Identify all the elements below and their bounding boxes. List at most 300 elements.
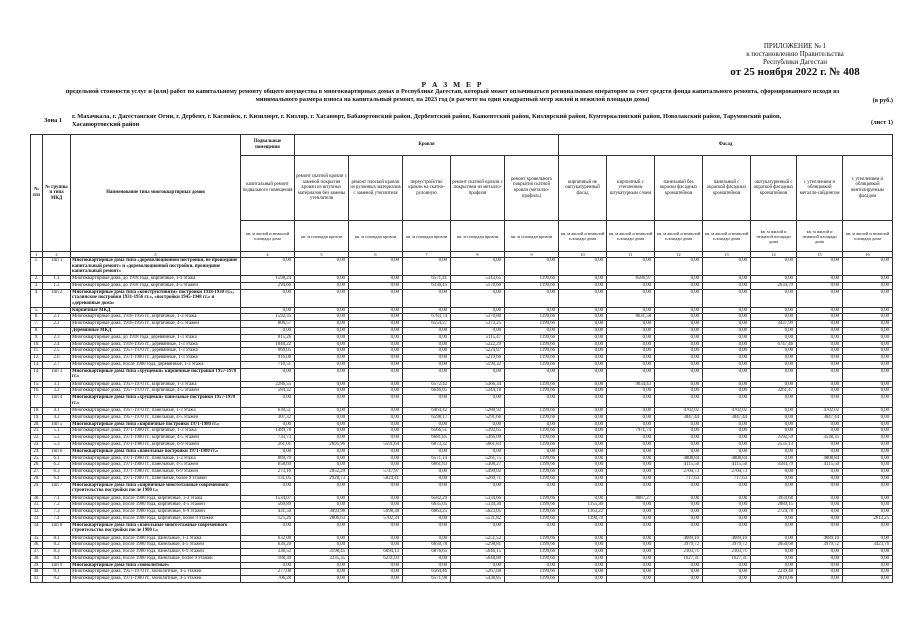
- row-number: 28.: [31, 475, 43, 482]
- row-value: 0,00: [349, 361, 403, 368]
- row-value: 0,00: [241, 482, 295, 495]
- table-row: [31, 355, 893, 362]
- row-value: 0,00: [241, 307, 295, 314]
- row-group: 3.1: [43, 381, 71, 388]
- row-value: 0,00: [607, 549, 655, 556]
- row-value: 0,00: [403, 421, 451, 428]
- row-value: 0,00: [295, 282, 349, 289]
- row-value: 1199,66: [505, 462, 559, 469]
- row-name: Многоквартирные дома, 1971-1980 гг., панельные, более 9 этажей: [71, 475, 241, 482]
- row-value: 0,00: [703, 421, 751, 428]
- row-value: 0,00: [751, 258, 797, 276]
- row-name: Многоквартирные дома, 1971-1980 гг., монолитные, 4-5 этажей: [71, 576, 241, 583]
- row-value: 0,00: [797, 448, 843, 455]
- row-group: 1.2: [43, 282, 71, 289]
- header-subcolumn: кирпичный не оштукатуренный фасад: [559, 156, 607, 221]
- row-value: 1199,66: [505, 535, 559, 542]
- row-name: Многоквартирные дома, 1918-1956 гг., кирпичные, 1-3 этажа: [71, 314, 241, 321]
- row-group: 2.7: [43, 361, 71, 368]
- row-value: 0,00: [703, 441, 751, 448]
- row-value: 0,00: [797, 515, 843, 522]
- row-value: 0,00: [295, 455, 349, 462]
- document-title: Р А З М Е Р: [421, 80, 484, 89]
- row-value: 0,00: [403, 334, 451, 341]
- row-value: 0,00: [607, 258, 655, 276]
- row-value: 0,00: [349, 289, 403, 307]
- header-unit: кв. м площади кровли: [403, 221, 451, 252]
- row-value: 6571,41: [403, 276, 451, 283]
- header-group: № группы и типа МКД: [43, 135, 71, 252]
- row-group: 4.2: [43, 414, 71, 421]
- row-value: 0,00: [559, 495, 607, 502]
- row-value: 0,00: [607, 341, 655, 348]
- row-value: 6231,03: [349, 555, 403, 562]
- row-value: 0,00: [505, 562, 559, 569]
- zone-label: Зона 1: [44, 117, 62, 124]
- row-value: 1199,66: [505, 495, 559, 502]
- row-name: Многоквартирные дома типа «монолитные»: [71, 562, 241, 569]
- row-value: 4808,84: [655, 455, 703, 462]
- row-value: 5280,92: [451, 407, 505, 414]
- row-value: 1627,31: [703, 555, 751, 562]
- row-value: 0,00: [559, 441, 607, 448]
- table-row: [31, 341, 893, 348]
- row-value: 916,08: [241, 355, 295, 362]
- row-value: 0,00: [607, 462, 655, 469]
- row-value: 0,00: [349, 421, 403, 428]
- header-unit: кв. м жилой и нежилой площади дома: [703, 221, 751, 252]
- row-value: 0,00: [295, 542, 349, 549]
- row-value: 1199,66: [505, 549, 559, 556]
- row-value: 0,00: [349, 428, 403, 435]
- row-value: 0,00: [797, 334, 843, 341]
- row-name: Кирпичные МКД: [71, 307, 241, 314]
- row-value: 3959,68: [751, 495, 797, 502]
- row-value: 889,79: [241, 455, 295, 462]
- header-subcolumn: капитальный ремонт подвального помещения: [241, 156, 295, 221]
- row-value: 2239,48: [751, 569, 797, 576]
- header-unit: кв. м площади кровли: [505, 221, 559, 252]
- row-value: 4808,84: [703, 455, 751, 462]
- row-value: 0,00: [655, 355, 703, 362]
- row-value: 0,00: [295, 502, 349, 509]
- row-value: 3261,47: [751, 388, 797, 395]
- row-value: 0,00: [797, 341, 843, 348]
- row-name: Многоквартирные дома типа «кирпичные постройки 1971-1980 гг.»: [71, 421, 241, 428]
- row-value: 0,00: [703, 341, 751, 348]
- row-value: 0,00: [655, 502, 703, 509]
- row-value: 0,00: [349, 455, 403, 462]
- header-subcolumn: с утеплением и облицовкой металло-сайдингом: [797, 156, 843, 221]
- row-value: 1199,66: [505, 576, 559, 583]
- row-value: 2819,06: [751, 576, 797, 583]
- row-group: 5.3: [43, 441, 71, 448]
- row-value: 125,26: [241, 515, 295, 522]
- row-value: 0,00: [295, 421, 349, 428]
- row-value: 0,00: [843, 258, 893, 276]
- row-number: 18.: [31, 407, 43, 414]
- row-number: 25.: [31, 455, 43, 462]
- row-number: 34.: [31, 522, 43, 535]
- row-name: Многоквартирные дома, 1957-1970 гг., монолитные, 4-5 этажей: [71, 569, 241, 576]
- row-number: 31.: [31, 502, 43, 509]
- row-value: 0,00: [703, 515, 751, 522]
- row-value: 0,00: [559, 482, 607, 495]
- row-value: 0,00: [655, 515, 703, 522]
- row-value: 0,00: [751, 276, 797, 283]
- row-value: 188,30: [241, 555, 295, 562]
- row-value: 0,00: [241, 327, 295, 334]
- row-value: 1199,66: [505, 509, 559, 516]
- row-number: 35.: [31, 535, 43, 542]
- row-value: 0,00: [349, 482, 403, 495]
- row-name: Деревянные МКД: [71, 327, 241, 334]
- row-value: 0,00: [843, 289, 893, 307]
- row-value: 0,00: [703, 509, 751, 516]
- row-value: 5366,09: [451, 435, 505, 442]
- row-value: 0,00: [607, 348, 655, 355]
- header-column-number: 8: [451, 252, 505, 258]
- header-subcolumn: панельный без окраски фасадных кронштейнов: [655, 156, 703, 221]
- row-value: 0,00: [607, 562, 655, 569]
- row-value: 0,00: [349, 448, 403, 455]
- row-value: 0,00: [843, 395, 893, 408]
- table-row: [31, 475, 893, 482]
- header-subcolumn: с утеплением и облицовкой вентилируемым фасадом: [843, 156, 893, 221]
- row-value: 3847,44: [655, 414, 703, 421]
- row-name: Многоквартирные дома типа «дореволюционной постройки, не прошедшие капитальный ремонт» и «дореволюционной постройки, прошедшие капитальный ремонт»: [71, 258, 241, 276]
- appendix-block: [695, 42, 895, 79]
- row-value: 0,00: [797, 258, 843, 276]
- row-value: 630,51: [241, 407, 295, 414]
- row-value: 0,00: [349, 495, 403, 502]
- row-value: 0,00: [751, 455, 797, 462]
- row-value: 0,00: [797, 289, 843, 307]
- row-value: 0,00: [505, 522, 559, 535]
- row-value: 2806,63: [295, 515, 349, 522]
- row-value: 0,00: [607, 368, 655, 381]
- row-number: 29.: [31, 482, 43, 495]
- row-value: 0,00: [559, 414, 607, 421]
- row-value: 0,00: [349, 576, 403, 583]
- row-value: 1199,66: [505, 321, 559, 328]
- row-group: Тип 9: [43, 562, 71, 569]
- header-foundation: Подвальные помещения: [241, 135, 295, 156]
- row-value: 3979,72: [655, 542, 703, 549]
- row-value: 0,00: [349, 258, 403, 276]
- row-value: 0,00: [843, 321, 893, 328]
- row-value: 6863,25: [403, 509, 451, 516]
- row-value: 3979,72: [797, 542, 843, 549]
- row-value: 5623,05: [451, 509, 505, 516]
- row-value: 1840,22: [241, 341, 295, 348]
- row-name: Многоквартирные дома, 1971-1980 гг., кирпичные, 1-3 этажа: [71, 428, 241, 435]
- row-value: 0,00: [655, 258, 703, 276]
- row-value: 0,00: [349, 276, 403, 283]
- row-number: 36.: [31, 542, 43, 549]
- row-value: 8087,27: [607, 495, 655, 502]
- row-value: 0,00: [751, 522, 797, 535]
- appendix-line-2: к постановлению Правительства: [746, 50, 844, 58]
- row-value: 273,16: [241, 469, 295, 476]
- row-value: 5298,81: [451, 542, 505, 549]
- row-value: 0,00: [559, 542, 607, 549]
- row-value: 0,00: [655, 341, 703, 348]
- row-value: 0,00: [295, 327, 349, 334]
- row-value: 0,00: [451, 421, 505, 428]
- row-group: 6.2: [43, 462, 71, 469]
- row-number: 41.: [31, 576, 43, 583]
- row-value: 1199,66: [505, 341, 559, 348]
- row-value: 6747,46: [751, 341, 797, 348]
- row-value: 336,52: [241, 549, 295, 556]
- row-value: 2634,79: [751, 282, 797, 289]
- row-name: Многоквартирные дома, после 1980 года, панельные, 4-5 этажей: [71, 542, 241, 549]
- row-value: 0,00: [703, 495, 751, 502]
- row-value: 0,00: [607, 388, 655, 395]
- row-value: 0,00: [451, 289, 505, 307]
- row-group: 9.1: [43, 569, 71, 576]
- table-row: [31, 289, 893, 307]
- row-name: Многоквартирные дома типа «хрущевки» панельные постройки 1957-1970 гг.»: [71, 395, 241, 408]
- row-value: 5591,64: [349, 441, 403, 448]
- cost-table: [30, 134, 893, 583]
- row-value: 0,00: [655, 576, 703, 583]
- row-group: 5.1: [43, 428, 71, 435]
- row-value: 0,00: [349, 355, 403, 362]
- row-name: Многоквартирные дома, 1971-1980 гг., панельные, 4-5 этажей: [71, 462, 241, 469]
- row-value: 658,69: [241, 462, 295, 469]
- row-value: 5219,66: [451, 355, 505, 362]
- row-value: 0,00: [295, 569, 349, 576]
- row-value: 0,00: [843, 509, 893, 516]
- row-value: 0,00: [559, 555, 607, 562]
- row-value: 0,00: [655, 282, 703, 289]
- row-value: 6572,42: [403, 381, 451, 388]
- row-value: 5392,65: [451, 428, 505, 435]
- header-column-number: 7: [403, 252, 451, 258]
- row-number: 2.: [31, 276, 43, 283]
- row-value: 0,00: [403, 482, 451, 495]
- row-number: 23.: [31, 441, 43, 448]
- row-value: 7971,74: [607, 428, 655, 435]
- row-value: 0,00: [451, 395, 505, 408]
- row-value: 0,00: [349, 341, 403, 348]
- row-value: 0,00: [349, 334, 403, 341]
- row-value: 0,00: [403, 535, 451, 542]
- row-name: Многоквартирные дома, после 1980 года, кирпичные, 1-3 этажа: [71, 495, 241, 502]
- row-value: 0,00: [843, 569, 893, 576]
- row-value: 6661,83: [403, 462, 451, 469]
- row-value: 0,00: [843, 482, 893, 495]
- header-unit: кв. м площади кровли: [295, 221, 349, 252]
- row-value: 1199,66: [505, 276, 559, 283]
- row-name: Многоквартирные дома, после 1980 года, деревянные, 1-3 этажа: [71, 361, 241, 368]
- row-name: Многоквартирные дома, после 1980 года, панельные, 6-9 этажей: [71, 549, 241, 556]
- row-value: 3437,99: [751, 321, 797, 328]
- row-value: 0,00: [655, 421, 703, 428]
- header-column-number: 4: [241, 252, 295, 258]
- row-value: 0,00: [559, 475, 607, 482]
- row-value: 0,00: [751, 395, 797, 408]
- row-value: 0,00: [559, 395, 607, 408]
- row-number: 4.: [31, 289, 43, 307]
- row-value: 0,00: [703, 307, 751, 314]
- table-row: [31, 435, 893, 442]
- row-value: 3423,76: [843, 542, 893, 549]
- row-value: 5251,52: [451, 535, 505, 542]
- header-unit: кв. м жилой и нежилой площади дома: [241, 221, 295, 252]
- row-value: 584,32: [241, 388, 295, 395]
- row-value: 0,00: [843, 455, 893, 462]
- row-group: 5.2: [43, 435, 71, 442]
- row-value: 6582,29: [403, 495, 451, 502]
- row-value: 0,00: [655, 368, 703, 381]
- row-value: 4702,02: [797, 407, 843, 414]
- row-value: 0,00: [751, 381, 797, 388]
- row-value: 0,00: [655, 327, 703, 334]
- table-row: [31, 414, 893, 421]
- row-value: 0,00: [751, 307, 797, 314]
- row-group: 2.5: [43, 348, 71, 355]
- document-subtitle: предельной стоимости услуг и (или) работ по капитальному ремонту общего имущества в многоквартирных домах в Республике Дагестан, который может оплачиваться региональным оператором за счет средств фонда капитального ремонта, сформированного исходя из минимального размера взноса на капитальный ремонт, на 2023 год (в расчете на один квадратный метр жилой и нежилой площади дома): [65, 88, 840, 103]
- row-value: 2535,13: [751, 441, 797, 448]
- row-value: 5261,75: [451, 455, 505, 462]
- row-value: 0,00: [751, 407, 797, 414]
- row-value: 0,00: [655, 289, 703, 307]
- row-value: 0,00: [403, 522, 451, 535]
- row-value: 0,00: [703, 502, 751, 509]
- row-value: 5824,41: [349, 475, 403, 482]
- row-value: 1163,22: [559, 509, 607, 516]
- row-value: 0,00: [843, 276, 893, 283]
- row-value: 0,00: [559, 388, 607, 395]
- row-value: 0,00: [295, 522, 349, 535]
- row-value: 0,00: [349, 348, 403, 355]
- table-row: [31, 361, 893, 368]
- row-value: 1627,31: [655, 555, 703, 562]
- row-value: 969,05: [241, 348, 295, 355]
- row-name: Многоквартирные дома, 1918-1956 гг., деревянные, 1-3 этажа: [71, 341, 241, 348]
- row-number: 30.: [31, 495, 43, 502]
- row-value: 2850,68: [751, 542, 797, 549]
- header-subcolumn: ремонт кровельного покрытия скатной кровли (металло-профиль): [505, 156, 559, 221]
- row-value: 4689,10: [797, 535, 843, 542]
- row-value: 0,00: [295, 395, 349, 408]
- row-number: 8.: [31, 327, 43, 334]
- table-row: [31, 569, 893, 576]
- table-row: [31, 428, 893, 435]
- row-value: 0,00: [607, 282, 655, 289]
- row-value: 0,00: [403, 307, 451, 314]
- row-value: 4689,10: [655, 535, 703, 542]
- row-value: 0,00: [505, 448, 559, 455]
- row-group: Тип 3: [43, 368, 71, 381]
- row-value: 0,00: [655, 361, 703, 368]
- table-row: [31, 395, 893, 408]
- row-value: 0,00: [295, 314, 349, 321]
- row-number: 24.: [31, 448, 43, 455]
- row-group: 8.3: [43, 549, 71, 556]
- row-number: 15.: [31, 381, 43, 388]
- row-value: 3584,79: [751, 462, 797, 469]
- row-value: 0,00: [403, 355, 451, 362]
- row-value: 0,00: [655, 495, 703, 502]
- row-value: 0,00: [655, 314, 703, 321]
- row-group: 2.3: [43, 334, 71, 341]
- row-value: 0,00: [295, 361, 349, 368]
- table-row: [31, 327, 893, 334]
- row-value: 0,00: [751, 482, 797, 495]
- header-subcolumn: ремонт скатной кровли с покрытием из металло-профиля: [451, 156, 505, 221]
- row-value: 0,00: [655, 321, 703, 328]
- row-value: 0,00: [843, 502, 893, 509]
- row-value: 1534,07: [241, 495, 295, 502]
- row-value: 0,00: [703, 368, 751, 381]
- table-row: [31, 334, 893, 341]
- row-value: 0,00: [797, 569, 843, 576]
- row-value: 294,66: [241, 282, 295, 289]
- row-group: Тип 2: [43, 289, 71, 307]
- row-value: 0,00: [403, 469, 451, 476]
- row-number: 22.: [31, 435, 43, 442]
- table-row: [31, 555, 893, 562]
- header-subcolumn: ремонт скатной кровли с заменой покрытия кровли из штучных материалов без замены утеплителя: [295, 156, 349, 221]
- row-value: 0,00: [607, 361, 655, 368]
- row-value: 0,00: [797, 428, 843, 435]
- row-value: 0,00: [843, 414, 893, 421]
- row-number: 13.: [31, 361, 43, 368]
- row-number: 40.: [31, 569, 43, 576]
- row-number: 5.: [31, 307, 43, 314]
- table-row: [31, 495, 893, 502]
- row-value: 0,00: [295, 276, 349, 283]
- row-value: 0,00: [451, 522, 505, 535]
- row-name: Многоквартирные дома, 1957-1970 гг., кирпичные, 1-3 этажа: [71, 381, 241, 388]
- row-value: 2704,73: [655, 469, 703, 476]
- table-row: [31, 469, 893, 476]
- row-value: 0,00: [655, 334, 703, 341]
- row-value: 0,00: [751, 469, 797, 476]
- row-value: 5370,80: [451, 314, 505, 321]
- row-value: 1190,70: [559, 515, 607, 522]
- row-value: 0,00: [241, 289, 295, 307]
- row-value: 0,00: [655, 441, 703, 448]
- row-value: 0,00: [451, 307, 505, 314]
- row-value: 0,00: [607, 515, 655, 522]
- row-value: 1199,66: [505, 314, 559, 321]
- row-value: 0,00: [403, 448, 451, 455]
- row-value: 0,00: [655, 522, 703, 535]
- row-name: Многоквартирные дома, после 1980 года, кирпичные, 6-9 этажей: [71, 509, 241, 516]
- row-value: 0,00: [559, 562, 607, 569]
- row-value: 0,00: [607, 555, 655, 562]
- row-name: Многоквартирные дома, 1971-1980 гг., панельные, 1-3 этажа: [71, 455, 241, 462]
- row-value: 0,00: [403, 341, 451, 348]
- row-value: 2286,55: [241, 381, 295, 388]
- table-row: [31, 348, 893, 355]
- row-value: 0,00: [797, 482, 843, 495]
- table-row: [31, 368, 893, 381]
- row-value: 0,00: [559, 448, 607, 455]
- row-value: 6650,78: [403, 542, 451, 549]
- row-group: 7.3: [43, 509, 71, 516]
- row-value: 0,00: [403, 562, 451, 569]
- table-row: [31, 407, 893, 414]
- row-value: 0,00: [505, 395, 559, 408]
- row-value: 5702,34: [349, 515, 403, 522]
- row-value: 0,00: [403, 327, 451, 334]
